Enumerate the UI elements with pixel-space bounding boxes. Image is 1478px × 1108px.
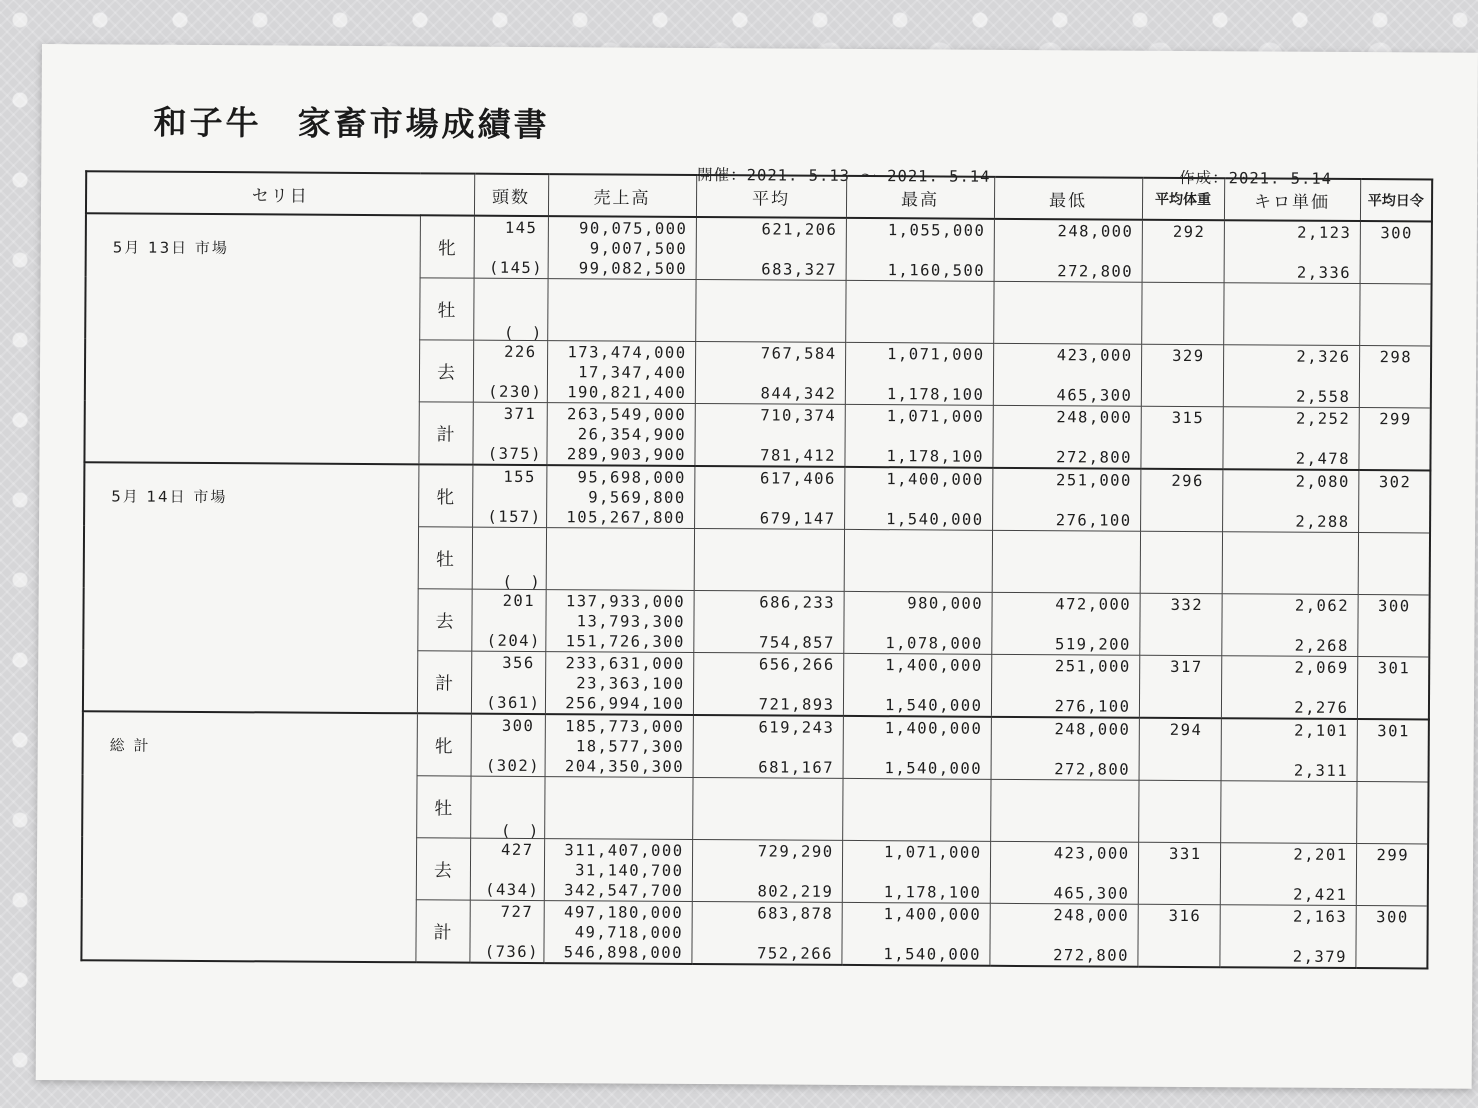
avg-weight: 329 [1172,346,1205,366]
max-cell [843,653,991,716]
sales-cell [544,839,692,902]
kilo-price-cell [1222,407,1358,470]
category-cell: 去 [416,838,470,900]
max-cell [846,218,994,281]
kilo-price-taxed: 2,421 [1293,885,1348,904]
head-count-cell [471,589,545,651]
min-price-taxed: 272,800 [1053,946,1130,965]
avg-weight: 331 [1169,844,1202,864]
sales-total: 342,547,700 [564,881,684,900]
min-price-taxed: 272,800 [1054,760,1131,779]
sales-tax: 17,347,400 [578,363,687,382]
sales-cell [545,652,693,715]
min-price-taxed: 519,200 [1054,635,1131,654]
head-count-cell [470,838,544,900]
sales-amount: 233,631,000 [565,654,685,673]
sales-amount: 185,773,000 [565,717,685,736]
sales-tax: 13,793,300 [576,612,686,631]
kilo-price-cell [1220,781,1356,844]
kilo-price-taxed: 2,336 [1296,263,1352,283]
min-price-taxed: 276,100 [1054,697,1131,716]
min-cell [992,468,1140,531]
col-header-min: 最低 [994,177,1142,220]
avg-age-cell [1359,284,1431,346]
average-cell [692,839,842,902]
kilo-price-taxed: 2,558 [1296,387,1351,406]
col-header-max: 最高 [846,176,994,219]
average-price: 619,243 [758,718,835,737]
avg-age: 300 [1380,224,1413,243]
max-price-taxed: 1,540,000 [883,945,982,964]
head-count-adjusted: (736) [484,942,540,962]
avg-age-cell [1358,408,1430,471]
avg-age-cell [1357,595,1429,657]
max-price: 980,000 [907,594,984,613]
sales-tax: 9,007,500 [589,239,688,258]
kilo-price: 2,069 [1294,658,1349,677]
sales-total: 289,903,900 [566,445,687,464]
max-cell [842,778,990,841]
sales-total: 151,726,300 [565,632,685,651]
kilo-price-cell [1219,905,1355,968]
min-price: 251,000 [1055,471,1132,490]
head-count-adjusted: (145) [488,258,544,278]
head-count-cell [472,527,546,592]
min-price: 472,000 [1055,595,1132,614]
min-price-taxed: 465,300 [1053,884,1130,903]
kilo-price: 2,062 [1294,596,1350,615]
max-price-taxed: 1,540,000 [884,696,983,715]
head-count: 727 [500,902,534,922]
head-count: 155 [503,467,536,487]
average-price: 617,406 [759,469,836,488]
max-price: 1,400,000 [885,656,983,675]
kilo-price-taxed: 2,379 [1292,947,1348,966]
max-cell [842,840,990,903]
head-count-adjusted: (434) [485,880,540,900]
results-body [81,213,1432,968]
sales-amount: 173,474,000 [567,343,687,362]
sales-cell [546,528,694,591]
sales-tax: 31,140,700 [575,861,684,880]
avg-age-cell [1360,221,1432,284]
average-cell [694,466,844,529]
max-cell [844,404,992,467]
avg-weight-cell [1141,282,1223,344]
head-count: 145 [504,218,538,238]
max-price-taxed: 1,178,100 [886,385,985,404]
average-cell [692,777,842,840]
avg-weight-cell [1140,406,1222,469]
average-price-taxed: 752,266 [757,944,834,963]
head-count-cell [472,465,546,528]
head-count-cell [470,776,544,841]
head-count: 427 [501,840,534,860]
kilo-price: 2,252 [1296,409,1351,428]
sales-amount: 497,180,000 [563,903,684,922]
kilo-price-cell [1220,843,1356,906]
min-cell [990,779,1138,842]
sales-cell [546,403,694,466]
sales-cell [547,279,695,342]
created-date: 作成：2021. 5.14 [1179,168,1333,188]
avg-age-cell [1358,533,1430,595]
avg-age-cell [1357,657,1429,720]
min-price: 248,000 [1053,906,1130,925]
max-price: 1,071,000 [884,843,982,862]
avg-age-cell [1356,844,1428,906]
average-cell [695,341,845,404]
average-price-taxed: 681,167 [758,758,835,777]
average-cell [694,403,844,466]
market-label [83,462,419,713]
head-count-cell [473,278,547,343]
avg-weight-cell [1141,344,1223,406]
max-price: 1,071,000 [887,345,985,364]
sales-total: 256,994,100 [565,694,685,713]
max-cell [845,342,993,405]
category-cell: 計 [415,900,469,963]
min-price: 423,000 [1053,844,1130,863]
max-price-taxed: 1,160,500 [887,261,986,280]
max-cell [845,280,993,343]
sales-amount: 311,407,000 [564,841,684,860]
kilo-price: 2,123 [1297,223,1352,243]
max-cell [843,591,991,654]
kilo-price: 2,201 [1293,845,1348,864]
table-row [86,213,1432,284]
sales-tax: 18,577,300 [575,737,685,756]
kilo-price-taxed: 2,478 [1295,449,1351,468]
avg-age: 299 [1379,410,1412,429]
category-cell: 牡 [419,278,473,340]
head-count: 226 [504,342,537,362]
table-row [84,462,1430,533]
avg-age: 302 [1378,473,1412,492]
avg-weight: 317 [1170,657,1203,677]
head-count-adjusted: ( ) [502,572,542,592]
kilo-price-taxed: 2,268 [1294,636,1349,655]
average-price-taxed: 721,893 [758,695,835,714]
col-header-average: 平均 [696,175,846,218]
min-cell [989,903,1137,966]
kilo-price-cell [1223,345,1359,408]
sales-tax: 23,363,100 [576,674,685,693]
average-price-taxed: 679,147 [759,509,836,528]
avg-age-cell [1358,470,1430,533]
col-header-avg-age: 平均日令 [1360,179,1432,221]
min-price: 251,000 [1054,657,1131,676]
report-sheet [36,44,1478,1089]
held-period: 開催：2021. 5.13 ～ 2021. 5.14 [697,166,991,186]
kilo-price-taxed: 2,311 [1293,761,1349,780]
max-cell [844,467,992,530]
min-cell [991,717,1139,780]
max-price-taxed: 1,078,000 [885,634,983,653]
min-price-taxed: 276,100 [1055,511,1132,530]
head-count-adjusted: (302) [485,756,541,776]
avg-weight-cell [1138,780,1220,842]
kilo-price-cell [1222,469,1358,532]
kilo-price: 2,163 [1292,907,1348,926]
category-cell: 牝 [418,464,472,527]
avg-weight-cell [1140,469,1222,532]
max-price: 1,400,000 [886,470,984,489]
kilo-price-cell [1222,532,1358,595]
avg-age-cell [1359,346,1431,408]
avg-age: 301 [1377,659,1411,678]
max-cell [841,902,989,965]
head-count-adjusted: ( ) [504,323,543,343]
average-cell [694,528,844,591]
average-cell [693,715,843,778]
average-price-taxed: 683,327 [761,260,838,279]
category-cell: 去 [417,589,471,651]
max-price: 1,400,000 [883,905,982,924]
head-count-adjusted: (204) [486,631,541,651]
col-header-head-count: 頭数 [474,174,548,216]
average-price: 686,233 [759,593,836,612]
max-price: 1,400,000 [884,719,983,738]
kilo-price: 2,080 [1295,472,1350,491]
market-name: 5月 14日 市場 [111,487,228,507]
avg-weight: 315 [1171,408,1205,428]
avg-age: 299 [1376,846,1410,865]
average-price: 710,374 [760,406,837,425]
category-cell: 牡 [418,527,472,589]
results-table [80,170,1433,969]
average-price-taxed: 844,342 [760,384,837,403]
min-cell [993,281,1141,344]
sales-cell [547,341,695,404]
avg-age: 300 [1378,597,1411,616]
avg-weight-cell [1137,904,1219,967]
kilo-price-cell [1223,283,1359,346]
avg-weight-cell [1139,655,1221,718]
avg-age-cell [1355,906,1427,969]
max-price-taxed: 1,540,000 [884,759,983,778]
min-cell [993,343,1141,406]
avg-weight: 294 [1169,720,1203,740]
avg-weight: 332 [1170,595,1204,615]
sales-tax: 9,569,800 [588,488,686,507]
average-price-taxed: 781,412 [760,446,837,465]
min-price-taxed: 465,300 [1056,386,1133,405]
head-count-adjusted: (361) [486,693,541,713]
kilo-price-cell [1224,220,1360,283]
head-count-adjusted: (230) [488,382,543,402]
sales-total: 99,082,500 [578,259,688,278]
head-count-cell [471,714,545,777]
kilo-price: 2,101 [1294,721,1349,740]
kilo-price: 2,326 [1296,347,1351,366]
kilo-price-cell [1221,718,1357,781]
col-header-kilo-price: キロ単価 [1224,178,1360,221]
average-cell [696,217,846,280]
head-count-adjusted: (375) [487,444,543,464]
average-cell [693,652,843,715]
avg-weight-cell [1139,718,1221,781]
avg-age: 298 [1379,348,1413,367]
average-cell [695,279,845,342]
report-title: 和子牛 家畜市場成績書 [153,102,550,145]
sales-amount: 137,933,000 [565,592,686,611]
sales-amount: 95,698,000 [577,468,686,487]
min-price: 423,000 [1056,346,1133,365]
avg-weight: 296 [1171,471,1204,491]
avg-age-cell [1357,719,1429,782]
min-price-taxed: 272,800 [1056,448,1133,467]
market-name: 5月 13日 市場 [112,238,229,258]
sales-cell [545,714,693,777]
min-price: 248,000 [1056,408,1133,427]
col-header-avg-weight: 平均体重 [1142,178,1224,221]
min-price: 248,000 [1054,720,1131,739]
head-count: 356 [502,653,535,673]
avg-age: 300 [1376,908,1409,927]
max-cell [844,529,992,592]
avg-weight: 292 [1172,222,1206,242]
max-cell [843,716,991,779]
min-cell [992,530,1140,593]
sales-cell [546,465,694,528]
category-cell: 去 [419,340,473,402]
max-price-taxed: 1,178,100 [883,883,982,902]
sales-cell [543,901,691,964]
min-price-taxed: 272,800 [1057,262,1134,281]
head-count-adjusted: ( ) [500,821,540,841]
sales-total: 204,350,300 [564,757,685,776]
head-count-cell [474,216,548,279]
max-price: 1,055,000 [887,221,986,240]
avg-weight-cell [1138,842,1220,904]
sales-total: 190,821,400 [567,383,687,402]
average-price: 656,266 [758,655,835,674]
market-label [81,711,417,962]
min-cell [991,592,1139,655]
sales-cell [545,590,693,653]
head-count: 300 [501,716,535,736]
head-count-cell [472,402,546,465]
kilo-price-taxed: 2,276 [1294,698,1349,717]
min-cell [991,654,1139,717]
min-cell [994,219,1142,282]
avg-age-cell [1356,782,1428,844]
col-header-date: セリ日 [86,171,474,215]
avg-age: 301 [1377,722,1410,741]
average-price: 621,206 [761,220,838,239]
sales-cell [544,777,692,840]
average-price: 767,584 [760,344,837,363]
average-cell [691,901,841,964]
head-count: 371 [503,404,537,424]
sales-total: 105,267,800 [566,508,686,527]
table-row [83,711,1429,782]
category-cell: 計 [418,402,472,465]
sales-tax: 26,354,900 [577,425,687,444]
kilo-price-cell [1221,594,1357,657]
average-price: 683,878 [757,904,834,923]
head-count-cell [473,340,547,402]
head-count-cell [469,900,543,963]
category-cell: 牡 [416,776,470,838]
average-price-taxed: 754,857 [758,633,835,652]
kilo-price-cell [1221,656,1357,719]
sales-cell [548,216,696,279]
min-cell [992,405,1140,468]
max-price-taxed: 1,178,100 [886,447,985,466]
col-header-sales: 売上高 [548,174,696,217]
max-price-taxed: 1,540,000 [886,510,984,529]
category-cell: 牝 [417,713,471,776]
head-count-adjusted: (157) [487,507,542,527]
sales-total: 546,898,000 [563,943,684,962]
max-price: 1,071,000 [886,407,985,426]
average-cell [693,590,843,653]
kilo-price-taxed: 2,288 [1295,512,1350,531]
head-count: 201 [502,591,536,611]
average-price-taxed: 802,219 [757,882,834,901]
category-cell: 計 [417,651,471,714]
sales-amount: 263,549,000 [567,405,687,424]
avg-weight-cell [1142,220,1224,283]
avg-weight: 316 [1168,906,1202,926]
head-count-cell [471,651,545,714]
sales-tax: 49,718,000 [574,923,684,942]
average-price: 729,290 [757,842,834,861]
category-cell: 牝 [420,215,474,278]
min-price: 248,000 [1057,222,1134,241]
market-name: 総 計 [109,736,151,755]
market-label [84,213,420,464]
avg-weight-cell [1139,593,1221,655]
sales-amount: 90,075,000 [579,219,688,238]
avg-weight-cell [1140,531,1222,593]
min-cell [990,841,1138,904]
